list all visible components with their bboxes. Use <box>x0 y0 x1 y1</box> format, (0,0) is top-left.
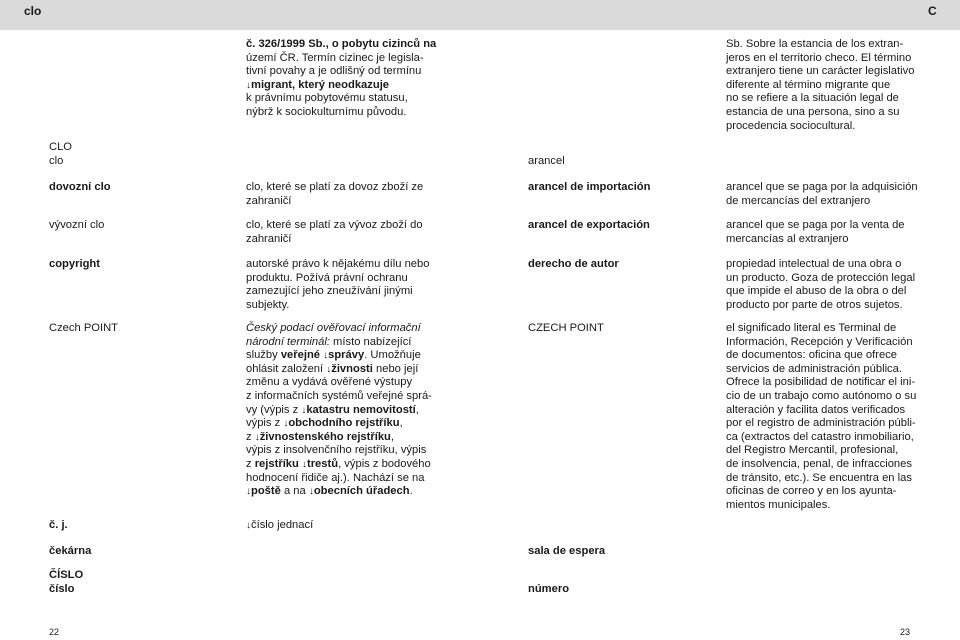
entry-es-term: derecho de autor <box>528 258 619 270</box>
definition-line: ca (extractos del catastro inmobiliario, <box>726 430 914 443</box>
intro-es-line: procedencia sociocultural. <box>726 119 856 132</box>
text-run: z <box>246 430 255 443</box>
intro-es-text <box>726 38 926 133</box>
entry-cz-definition <box>246 219 436 246</box>
section-head-es: número <box>528 583 570 595</box>
text-run: a na <box>280 485 309 498</box>
arrow-down-icon: ↓ <box>308 486 314 498</box>
definition-line: que impide el abuso de la obra o del <box>726 285 907 298</box>
intro-es-line: Sb. Sobre la estancia de los extran- <box>726 38 904 50</box>
section-head-lower: číslo <box>49 582 75 595</box>
definition-line: Český podací ověřovací informační <box>246 322 421 334</box>
intro-cz-line: nýbrž k sociokulturnímu původu. <box>246 105 407 118</box>
definition-line: de documentos: oficina que ofrece <box>726 349 898 362</box>
text-run: , <box>399 417 403 430</box>
definition-line: del Registro Mercantil, profesional, <box>726 444 899 457</box>
arrow-down-icon: ↓ <box>246 520 251 531</box>
entry-es-definition <box>726 219 926 246</box>
entry-es-term: sala de espera <box>528 545 606 557</box>
text-run: ohlásit založení <box>246 362 327 375</box>
page-number-right: 23 <box>900 627 911 637</box>
definition-line: hodnocení řidiče aj.). Nachází se na <box>246 471 425 484</box>
definition-line: Ofrece la posibilidad de notificar el ini- <box>726 376 916 389</box>
cross-reference-link[interactable]: správy <box>328 349 365 362</box>
intro-es-line: diferente al término migrante que <box>726 78 891 91</box>
entry-term: č. j. <box>49 519 68 531</box>
cross-reference-link[interactable]: poště <box>251 485 281 498</box>
section-head-clo <box>49 141 229 168</box>
text-run: z <box>246 457 255 470</box>
definition-line <box>246 404 436 418</box>
entry-cz-definition <box>246 258 436 312</box>
entry-term: Czech POINT <box>49 322 119 334</box>
arrow-down-icon: ↓ <box>326 363 332 375</box>
definition-line: de tránsito, etc.). Se encuentra en las <box>726 471 912 484</box>
page-header-bar <box>0 0 960 30</box>
definition-line: alteración y facilita datos verificados <box>726 403 906 416</box>
entry-term: čekárna <box>49 545 92 557</box>
entry-es-definition <box>726 258 926 312</box>
header-right-letter: C <box>928 4 937 18</box>
intro-cz-text <box>246 38 456 120</box>
arrow-down-icon: ↓ <box>246 486 251 498</box>
definition-line: Información, Recepción y Verificación <box>726 335 913 348</box>
arrow-down-icon: ↓ <box>246 79 251 91</box>
definition-line: autorské právo k nějakému dílu nebo <box>246 258 430 270</box>
definition-line: výpis z insolvenčního rejstříku, výpis <box>246 444 427 457</box>
cross-reference-link[interactable]: katastru nemovitostí <box>306 403 416 416</box>
intro-cz-line <box>246 79 456 93</box>
entry-term: copyright <box>49 258 100 270</box>
definition-line: clo, které se platí za dovoz zboží ze <box>246 181 424 193</box>
entry-es-definition <box>726 181 926 208</box>
text-run: místo nabízející <box>329 335 412 348</box>
definition-line <box>246 485 436 499</box>
section-head-upper: CLO <box>49 141 73 153</box>
text-run: nebo její <box>372 362 419 375</box>
definition-line: propiedad intelectual de una obra o <box>726 258 902 270</box>
definition-line: mercancías al extranjero <box>726 232 849 245</box>
definition-line: el significado literal es Terminal de <box>726 322 897 334</box>
definition-line: cio de un trabajo como autónomo o su <box>726 389 917 402</box>
text-run: služby <box>246 349 281 362</box>
intro-es-line: estancia de una persona, sino a su <box>726 105 900 118</box>
intro-cz-line: č. 326/1999 Sb., o pobytu cizinců na <box>246 38 437 50</box>
intro-es-line: no se refiere a la situación legal de <box>726 92 899 105</box>
intro-cz-line: území ČR. Termín cizinec je legisla- <box>246 51 424 64</box>
cross-reference-link[interactable]: veřejné <box>280 349 321 362</box>
entry-cz-definition <box>246 181 436 208</box>
arrow-down-icon: ↓ <box>283 418 289 430</box>
definition-line <box>246 431 436 445</box>
text-run: , <box>390 430 394 443</box>
definition-line: změnu a vydává ověřené výstupy <box>246 376 413 389</box>
section-head-lower: clo <box>49 154 64 167</box>
cross-reference-link[interactable]: obecních úřadech <box>313 485 410 498</box>
intro-es-line: extranjero tiene un carácter legislativo <box>726 65 915 78</box>
definition-line: clo, které se platí za vývoz zboží do <box>246 219 423 231</box>
definition-line: zamezující jeho zneužívání jinými <box>246 285 413 298</box>
definition-line: producto por parte de otros sujetos. <box>726 298 903 311</box>
text-run: . Umožňuje <box>364 349 421 362</box>
text-run: výpis z <box>246 417 284 430</box>
definition-line <box>246 458 436 472</box>
definition-line: zahraničí <box>246 232 292 245</box>
text-run: , <box>415 403 419 416</box>
arrow-down-icon: ↓ <box>301 404 307 416</box>
definition-line: zahraničí <box>246 194 292 207</box>
entry-es-term: arancel de importación <box>528 181 651 193</box>
definition-line: oficinas de correo y en los ayunta- <box>726 485 897 498</box>
entry-term: dovozní clo <box>49 181 111 193</box>
definition-line <box>246 349 436 363</box>
section-head-cislo <box>49 569 229 596</box>
arrow-down-icon: ↓ <box>254 431 260 443</box>
definition-line <box>246 417 436 431</box>
entry-es-definition <box>726 322 926 512</box>
header-left-title: clo <box>24 4 42 18</box>
text-run: národní terminál: <box>246 335 330 348</box>
definition-line <box>246 363 436 377</box>
entry-cz-definition <box>246 519 436 533</box>
definition-line: produktu. Požívá právní ochranu <box>246 271 408 284</box>
cross-reference-link[interactable]: číslo jednací <box>251 519 314 531</box>
definition-line: mientos municipales. <box>726 498 831 511</box>
section-head-upper: ČÍSLO <box>49 569 84 581</box>
entry-es-term: CZECH POINT <box>528 322 604 334</box>
text-run: . <box>409 485 413 498</box>
cross-reference-link[interactable]: živnosti <box>331 362 373 375</box>
definition-line: subjekty. <box>246 298 290 311</box>
text-run: , výpis z bodového <box>338 457 431 470</box>
definition-line: arancel que se paga por la adquisición <box>726 181 918 193</box>
cross-reference-link[interactable]: obchodního rejstříku <box>288 417 400 430</box>
page-number-left: 22 <box>49 627 60 637</box>
intro-es-line: jeros en el territorio checo. El término <box>726 51 912 64</box>
definition-line: de insolvencia, penal, de infracciones <box>726 457 912 470</box>
entry-term: vývozní clo <box>49 219 105 231</box>
definition-line: un producto. Goza de protección legal <box>726 271 916 284</box>
text-run: vy (výpis z <box>246 403 302 416</box>
arrow-down-icon: ↓ <box>301 458 307 470</box>
cross-reference-link[interactable]: trestů <box>306 457 339 470</box>
cross-reference-link[interactable]: rejstříku <box>254 457 299 470</box>
definition-line: arancel que se paga por la venta de <box>726 219 905 231</box>
definition-line: de mercancías del extranjero <box>726 194 871 207</box>
definition-line: z informačních systémů veřejné sprá- <box>246 389 432 402</box>
intro-cz-line: migrant, který neodkazuje <box>251 78 390 91</box>
entry-es-term: arancel de exportación <box>528 219 650 231</box>
definition-line: por el registro de administración públi- <box>726 417 916 430</box>
arrow-down-icon: ↓ <box>323 350 329 362</box>
entry-cz-definition <box>246 322 436 499</box>
intro-cz-line: k právnímu pobytovému statusu, <box>246 92 408 105</box>
section-head-es: arancel <box>528 155 565 167</box>
definition-line <box>246 336 436 350</box>
cross-reference-link[interactable]: živnostenského rejstříku <box>259 430 391 443</box>
definition-line: servicios de administración pública. <box>726 362 902 375</box>
intro-cz-line: tivní povahy a je odlišný od termínu <box>246 65 422 78</box>
